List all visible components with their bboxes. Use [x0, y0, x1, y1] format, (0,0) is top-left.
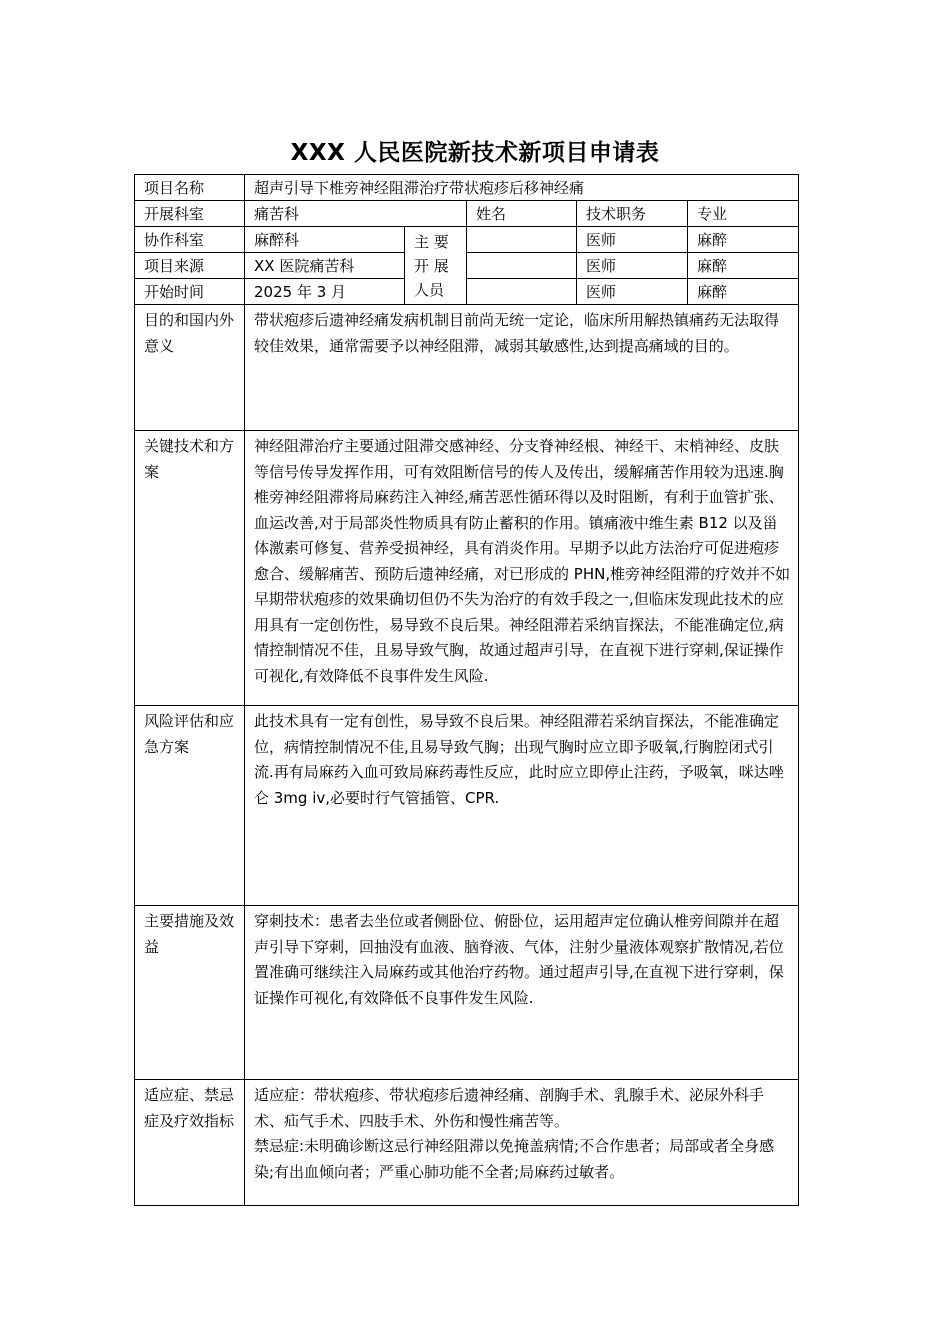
main-staff-label-line2: 开 展 [414, 256, 449, 275]
coop-value: 麻醉科 [245, 227, 405, 253]
row-risk [135, 706, 799, 906]
source-label: 项目来源 [135, 253, 245, 279]
staff-name-2 [467, 253, 577, 279]
staff-specialty-1: 麻醉 [688, 227, 799, 253]
dept-value: 痛苦科 [245, 201, 467, 227]
row-project-name [135, 175, 799, 201]
name-column-header: 姓名 [467, 201, 577, 227]
row-key-technology [135, 431, 799, 706]
purpose-text: 带状疱疹后遗神经痛发病机制目前尚无统一定论，临床所用解热镇痛药无法取得较佳效果，通常需要予以神经阻滞，减弱其敏感性,达到提高痛域的目的。 [245, 305, 799, 431]
staff-specialty-2: 麻醉 [688, 253, 799, 279]
source-value: XX 医院痛苦科 [245, 253, 405, 279]
staff-name-1 [467, 227, 577, 253]
key-tech-label: 关键技术和方案 [135, 431, 245, 706]
row-department [135, 201, 799, 227]
risk-text: 此技术具有一定有创性，易导致不良后果。神经阻滞若采纳盲探法，不能准确定位，病情控制情况不佳,且易导致气胸；出现气胸时应立即予吸氧,行胸腔闭式引流.再有局麻药入血可致局麻药毒性反应，此时应立即停止注药，予吸氧，咪达唑仑 3mg iv,必要时行气管插管、CPR. [245, 706, 799, 906]
contraindication-text: 禁忌症:未明确诊断这忌行神经阻滞以免掩盖病情;不合作患者；局部或者全身感染;有出血倾向者；严重心肺功能不全者;局麻药过敏者。 [254, 1137, 775, 1181]
row-source [135, 253, 799, 279]
application-form-table [134, 174, 799, 1206]
coop-label: 协作科室 [135, 227, 245, 253]
measures-label: 主要措施及效益 [135, 906, 245, 1080]
indication-text: 适应症：带状疱疹、带状疱疹后遗神经痛、剖胸手术、乳腺手术、泌尿外科手术、疝气手术、四肢手术、外伤和慢性痛苦等。 [254, 1086, 765, 1130]
main-staff-label-line3: 人员 [414, 280, 445, 299]
dept-label: 开展科室 [135, 201, 245, 227]
row-purpose [135, 305, 799, 431]
main-staff-label-line1: 主 要 [414, 232, 449, 251]
specialty-column-header: 专业 [688, 201, 799, 227]
project-name-label: 项目名称 [135, 175, 245, 201]
staff-title-2: 医师 [577, 253, 688, 279]
row-indication [135, 1080, 799, 1206]
indication-label: 适应症、禁忌症及疗效指标 [135, 1080, 245, 1206]
measures-text: 穿刺技术：患者去坐位或者侧卧位、俯卧位，运用超声定位确认椎旁间隙并在超声引导下穿刺，回抽没有血液、脑脊液、气体，注射少量液体观察扩散情况,若位置准确可继续注入局麻药或其他治疗药物。通过超声引导,在直视下进行穿刺，保证操作可视化,有效降低不良事件发生风险. [245, 906, 799, 1080]
page-title: XXX 人民医院新技术新项目申请表 [290, 140, 660, 166]
project-name-value: 超声引导下椎旁神经阻滞治疗带状疱疹后移神经痛 [245, 175, 799, 201]
start-label: 开始时间 [135, 279, 245, 305]
staff-title-3: 医师 [577, 279, 688, 305]
title-column-header: 技术职务 [577, 201, 688, 227]
main-staff-label [405, 227, 467, 305]
row-start-time [135, 279, 799, 305]
start-value: 2025 年 3 月 [245, 279, 405, 305]
indication-cell [245, 1080, 799, 1206]
risk-label: 风险评估和应急方案 [135, 706, 245, 906]
key-tech-text: 神经阻滞治疗主要通过阻滞交感神经、分支脊神经根、神经干、末梢神经、皮肤等信号传导发挥作用，可有效阻断信号的传人及传出，缓解痛苦作用较为迅速.胸椎旁神经阻滞将局麻药注入神经,痛苦恶性循环得以及时阻断，有利于血管扩张、血运改善,对于局部炎性物质具有防止蓄积的作用。镇痛液中维生素 B12 以及甾体激素可修复、营养受损神经，具有消炎作用。早期予以此方法治疗可促进疱疹愈合、缓解痛苦、预防后遗神经痛，对已形成的 PHN,椎旁神经阻滞的疗效并不如早期带状疱疹的效果确切但仍不失为治疗的有效手段之一,但临床发现此技术的应用具有一定创伤性，易导致不良后果。神经阻滞若采纳盲探法，不能准确定位,病情控制情况不佳，且易导致气胸，故通过超声引导，在直视下进行穿刺,保证操作可视化,有效降低不良事件发生风险. [245, 431, 799, 706]
row-measures [135, 906, 799, 1080]
staff-name-3 [467, 279, 577, 305]
row-coop [135, 227, 799, 253]
purpose-label: 目的和国内外意义 [135, 305, 245, 431]
staff-specialty-3: 麻醉 [688, 279, 799, 305]
staff-title-1: 医师 [577, 227, 688, 253]
